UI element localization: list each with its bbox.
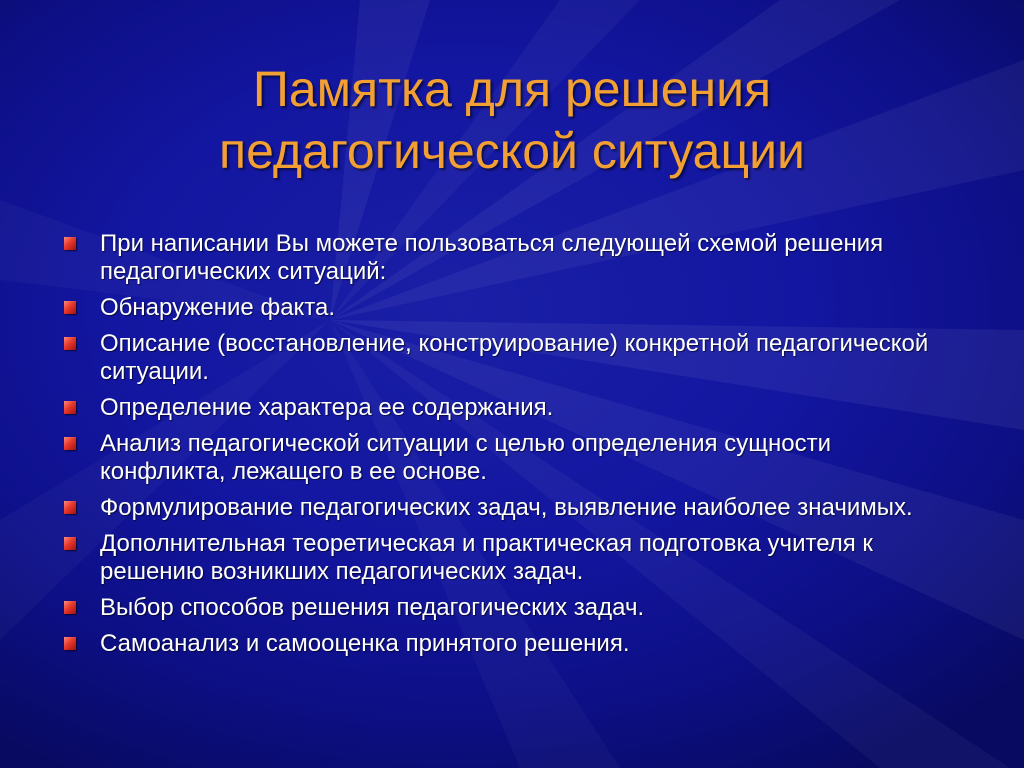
- square-bullet-icon: [64, 401, 76, 414]
- list-item-text: При написании Вы можете пользоваться следующей схемой решения педагогических ситуаций:: [100, 230, 884, 285]
- slide-title-line-1: Памятка для решения: [252, 61, 772, 117]
- list-item: [60, 294, 960, 322]
- list-item-text: Анализ педагогической ситуации с целью определения сущности конфликта, лежащего в ее основе.: [100, 430, 831, 485]
- list-item: [60, 230, 960, 286]
- list-item-text: Обнаружение факта.: [100, 294, 336, 321]
- square-bullet-icon: [64, 537, 76, 550]
- square-bullet-icon: [64, 501, 76, 514]
- list-item-text: Дополнительная теоретическая и практическая подготовка учителя к решению возникших педагогических задач.: [100, 530, 873, 585]
- bullet-list: [60, 230, 960, 666]
- square-bullet-icon: [64, 437, 76, 450]
- square-bullet-icon: [64, 337, 76, 350]
- slide-title-line-2: педагогической ситуации: [219, 123, 805, 179]
- list-item: [60, 594, 960, 622]
- list-item: [60, 330, 960, 386]
- list-item: [60, 430, 960, 486]
- list-item-text: Формулирование педагогических задач, выявление наиболее значимых.: [100, 494, 913, 521]
- list-item: [60, 394, 960, 422]
- square-bullet-icon: [64, 237, 76, 250]
- list-item-text: Самоанализ и самооценка принятого решения.: [100, 630, 630, 657]
- list-item: [60, 530, 960, 586]
- slide-title: [120, 58, 904, 182]
- list-item: [60, 630, 960, 658]
- square-bullet-icon: [64, 637, 76, 650]
- square-bullet-icon: [64, 601, 76, 614]
- list-item-text: Описание (восстановление, конструирование) конкретной педагогической ситуации.: [100, 330, 929, 385]
- list-item-text: Определение характера ее содержания.: [100, 394, 554, 421]
- list-item: [60, 494, 960, 522]
- square-bullet-icon: [64, 301, 76, 314]
- list-item-text: Выбор способов решения педагогических задач.: [100, 594, 645, 621]
